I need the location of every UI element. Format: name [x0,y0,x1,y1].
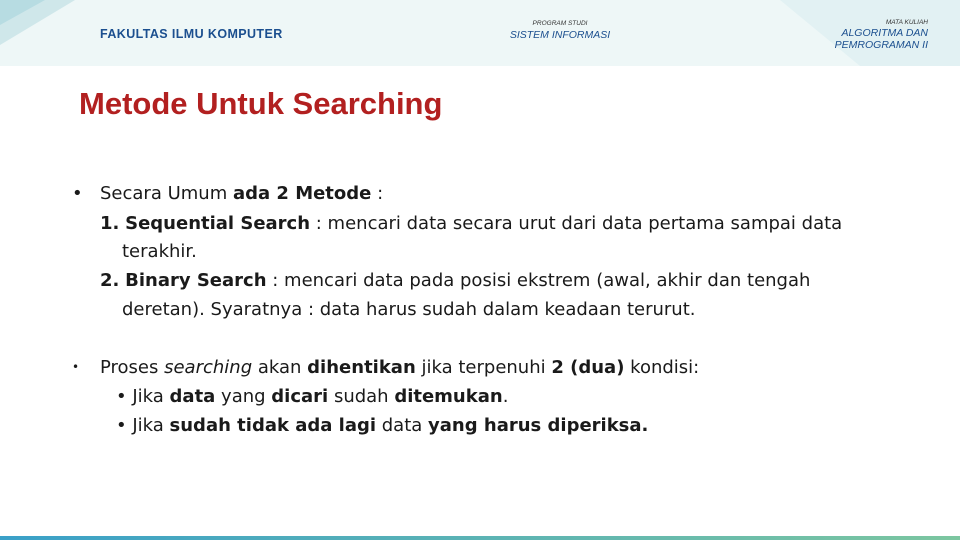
item2-text: : mencari data pada posisi ekstrem (awal, akhir dan tengah [266,270,811,291]
condition-1 [116,386,508,407]
c1-g: . [502,386,509,407]
c1-c: yang [215,386,272,407]
s2-text-b: akan [252,357,308,378]
section2-intro [100,357,699,378]
program-value: SISTEM INFORMASI [509,29,611,41]
s2-text-c: jika terpenuhi [415,357,552,378]
sub-bullet-1: • [116,386,127,407]
program-label: PROGRAM STUDI [532,20,588,27]
c1-b: data [169,386,216,407]
course-value-line1: ALGORITMA DAN [841,27,928,39]
bullet-1: • [72,183,83,204]
item-binary-search [100,270,810,291]
item2-number: 2. [100,270,120,291]
c1-e: sudah [328,386,395,407]
faculty-name: FAKULTAS ILMU KOMPUTER [100,27,283,41]
item1-continuation: terakhir. [122,241,197,262]
c1-a: Jika [132,386,170,407]
slide-title: Metode Untuk Searching [79,86,443,121]
s2-dihentikan: dihentikan [307,357,416,378]
item2-term: Binary Search [125,270,267,291]
intro-plain: Secara Umum [100,183,233,204]
s2-searching: searching [164,357,253,378]
intro-bold: ada 2 Metode [232,183,372,204]
c2-b: sudah tidak ada lagi [169,415,377,436]
intro-tail: : [371,183,384,204]
bullet-2: • [72,360,80,374]
course-value [788,27,928,51]
item1-term: Sequential Search [125,213,311,234]
course-value-line2: PEMROGRAMAN II [834,39,928,51]
slide-header [0,0,960,66]
c1-f: ditemukan [394,386,503,407]
item1-text: : mencari data secara urut dari data pertama sampai data [310,213,843,234]
sub-bullet-2: • [116,415,127,436]
c2-c: data [376,415,429,436]
item1-number: 1. [100,213,120,234]
condition-2 [116,415,648,436]
item2-continuation: deretan). Syaratnya : data harus sudah dalam keadaan terurut. [122,299,696,320]
course-label: MATA KULIAH [885,19,928,26]
c2-a: Jika [132,415,170,436]
item-sequential-search [100,213,842,234]
s2-text-d: kondisi: [624,357,700,378]
section1-intro [100,183,383,204]
s2-dua: 2 (dua) [551,357,625,378]
s2-text-a: Proses [100,357,165,378]
footer-bar [0,536,960,540]
c1-d: dicari [271,386,329,407]
c2-d: yang harus diperiksa. [428,415,649,436]
